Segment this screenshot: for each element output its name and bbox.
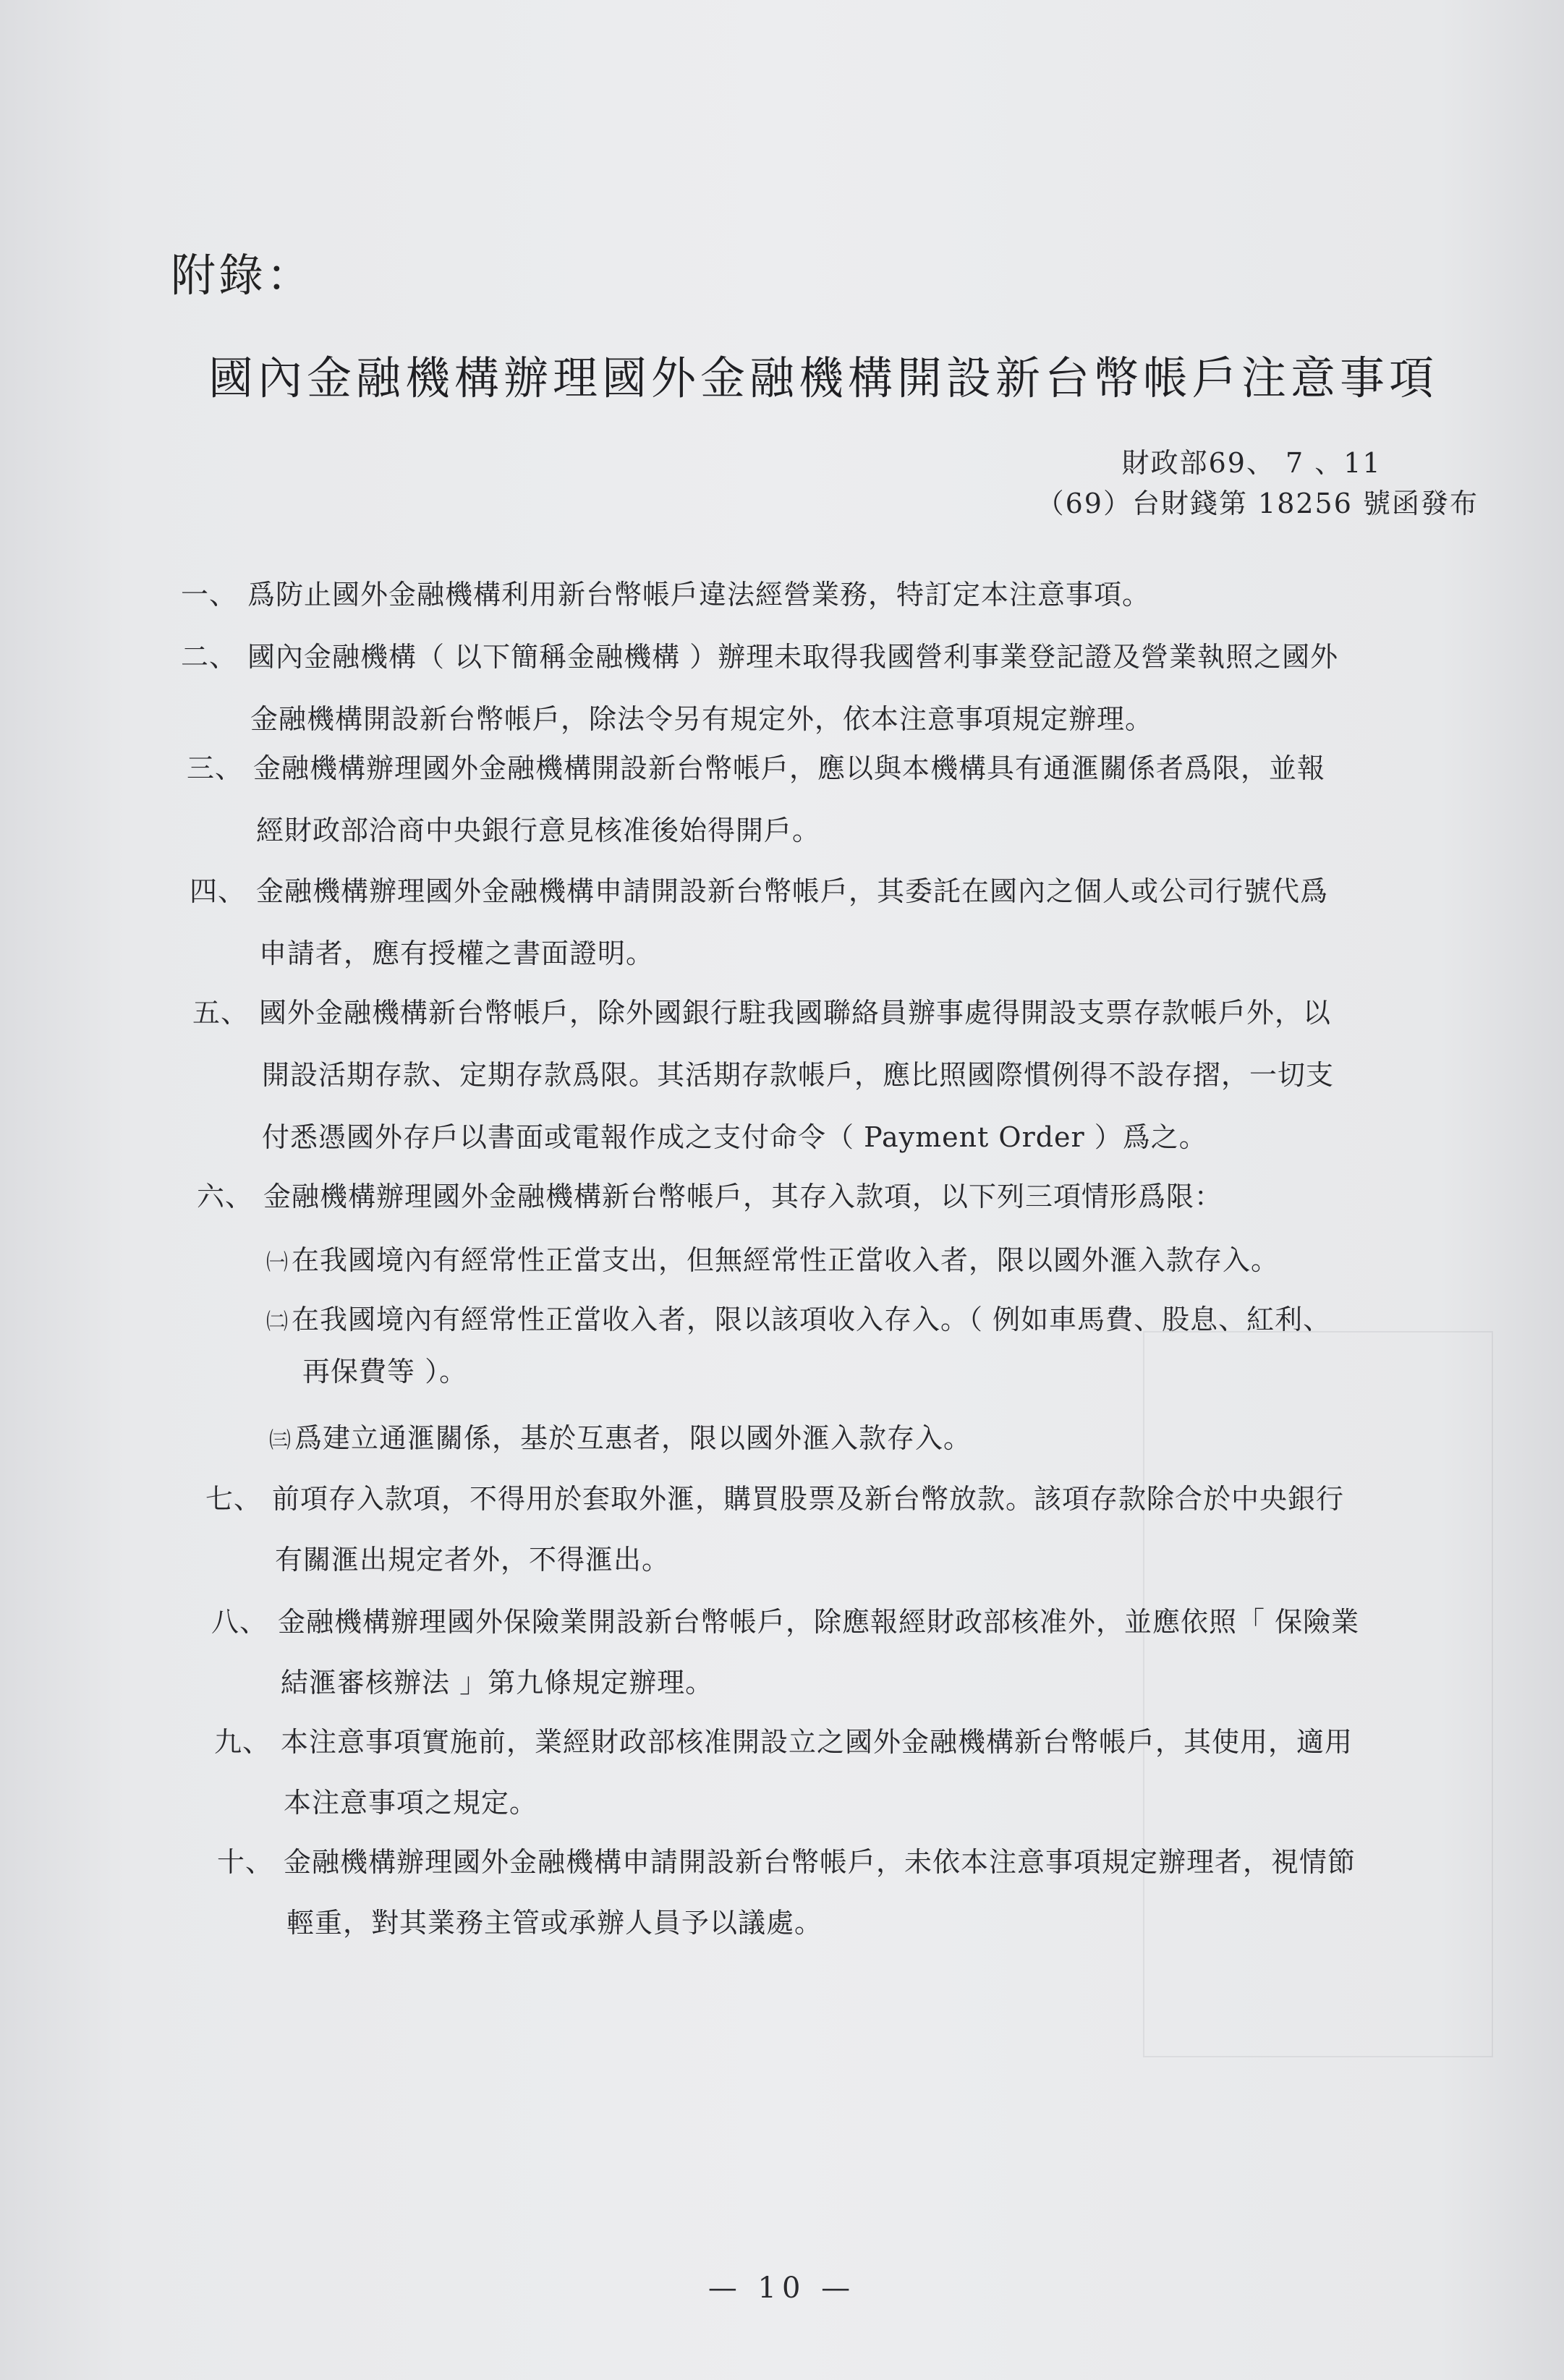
item-text-line: 金融機構辦理國外金融機構申請開設新台幣帳戶，其委託在國內之個人或公司行號代爲: [256, 875, 1329, 907]
item-text-line: 爲防止國外金融機構利用新台幣帳戶違法經營業務，特訂定本注意事項。: [247, 579, 1151, 611]
appendix-heading: 附錄：: [171, 249, 315, 302]
sub-item: [269, 1408, 972, 1471]
item-number: 一、: [181, 579, 238, 611]
item-text-line: 金融機構辦理國外金融機構新台幣帳戶，其存入款項，以下列三項情形爲限：: [263, 1181, 1223, 1212]
sub-item-marker: ㈠: [266, 1250, 289, 1275]
item-text-line: 有關滙出規定者外，不得滙出。: [275, 1544, 671, 1576]
item-text-line: 申請者，應有授權之書面證明。: [259, 938, 655, 969]
item-text-line: 金融機構辦理國外金融機構申請開設新台幣帳戶，未依本注意事項規定辦理者，視情節: [284, 1846, 1356, 1878]
item-number: 二、: [181, 641, 238, 673]
item-text-line: 前項存入款項，不得用於套取外滙，購買股票及新台幣放款。該項存款除合於中央銀行: [272, 1483, 1345, 1515]
item-number: 九、: [214, 1726, 271, 1758]
item-number: 七、: [205, 1483, 263, 1515]
sub-item-text: 在我國境內有經常性正當支出，但無經常性正當收入者，限以國外滙入款存入。: [292, 1244, 1280, 1276]
item-text-line: 付悉憑國外存戶以書面或電報作成之支付命令（ Payment Order ）爲之。: [262, 1121, 1207, 1153]
document-title: 國內金融機構辦理國外金融機構開設新台幣帳戶注意事項: [208, 352, 1439, 404]
item-number: 八、: [211, 1606, 268, 1638]
item-text-line: 金融機構辦理國外保險業開設新台幣帳戶，除應報經財政部核准外，並應依照「 保險業: [278, 1606, 1360, 1638]
sub-item-text: 在我國境內有經常性正當收入者，限以該項收入存入。（ 例如車馬費、股息、紅利、: [292, 1304, 1332, 1335]
item-text-line: 金融機構開設新台幣帳戶，除法令另有規定外，依本注意事項規定辦理。: [250, 703, 1154, 735]
item-text-line: 結滙審核辦法 」第九條規定辦理。: [281, 1667, 714, 1699]
sub-item-marker: ㈢: [269, 1428, 292, 1453]
sub-item-text: 再保費等 ）。: [302, 1356, 468, 1387]
issuer-block: [1037, 443, 1479, 524]
sub-item-marker: ㈡: [266, 1309, 289, 1335]
item-text-line: 金融機構辦理國外金融機構開設新台幣帳戶，應以與本機構具有通滙關係者爲限，並報: [253, 752, 1326, 784]
item-text-line: 國內金融機構（ 以下簡稱金融機構 ）辦理未取得我國營利事業登記證及營業執照之國外: [247, 641, 1339, 673]
page-number: — 10 —: [707, 2271, 857, 2305]
item-number: 六、: [197, 1181, 254, 1212]
item-number: 三、: [187, 752, 244, 784]
issuer-date: 財政部69、 7 、11: [1121, 447, 1382, 479]
issuer-reference: （69）台財錢第 18256 號函發布: [1036, 488, 1479, 519]
item-text-line: 輕重，對其業務主管或承辦人員予以議處。: [286, 1907, 823, 1939]
sub-item: [266, 1230, 1279, 1293]
item-text-line: 開設活期存款、定期存款爲限。其活期存款帳戶，應比照國際慣例得不設存摺，一切支: [262, 1059, 1335, 1091]
sub-item-text: 爲建立通滙關係，基於互惠者，限以國外滙入款存入。: [294, 1422, 972, 1454]
item-text-line: 國外金融機構新台幣帳戶，除外國銀行駐我國聯絡員辦事處得開設支票存款帳戶外，以: [259, 997, 1332, 1029]
item-text-line: 本注意事項之規定。: [284, 1787, 538, 1819]
bleed-through-shadow: [1143, 1331, 1493, 2057]
item-number: 四、: [190, 875, 247, 907]
item-number: 十、: [217, 1846, 274, 1878]
item-number: 五、: [192, 997, 250, 1029]
sub-item-continuation: [302, 1341, 467, 1402]
item-text-line: 經財政部洽商中央銀行意見核准後始得開戶。: [256, 815, 821, 846]
item-text-line: 本注意事項實施前，業經財政部核准開設立之國外金融機構新台幣帳戶，其使用，適用: [281, 1726, 1353, 1758]
